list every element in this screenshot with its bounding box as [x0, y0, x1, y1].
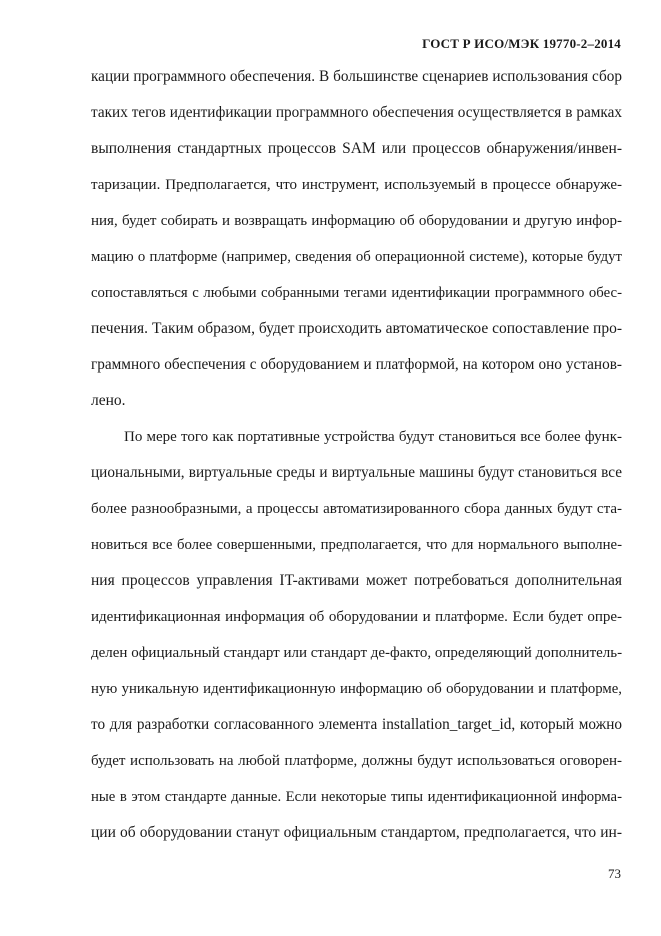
paragraph-1-line: таких тегов идентификации программного обеспечения осуществляется в рамках: [91, 104, 622, 121]
paragraph-2-line: ные в этом стандарте данные. Если некоторые типы идентификационной информа-: [91, 789, 622, 805]
paragraph-1-line: ния, будет собирать и возвращать информацию об оборудовании и другую инфор-: [91, 213, 622, 229]
page-number: 73: [608, 866, 621, 881]
paragraph-2-line: ции об оборудовании станут официальным стандартом, предполагается, что ин-: [91, 824, 622, 841]
paragraph-2-line: то для разработки согласованного элемента installation_target_id, который можно: [91, 716, 622, 733]
paragraph-2-line: делен официальный стандарт или стандарт де-факто, определяющий дополнитель-: [91, 645, 623, 661]
paragraph-1-line: лено.: [91, 392, 126, 409]
document-header: ГОСТ Р ИСО/МЭК 19770-2–2014: [422, 36, 621, 51]
paragraph-2-line: ния процессов управления IT-активами может потребоваться дополнительная: [91, 572, 622, 589]
paragraph-2-line: более разнообразными, а процессы автоматизированного сбора данных будут ста-: [91, 501, 622, 517]
paragraph-1-line: печения. Таким образом, будет происходить автоматическое сопоставление про-: [91, 320, 622, 337]
paragraph-2-line: ную уникальную идентификационную информацию об оборудовании и платформе,: [91, 681, 622, 697]
paragraph-2-line: новиться все более совершенными, предполагается, что для нормального выполне-: [91, 537, 622, 553]
paragraph-1-line: граммного обеспечения с оборудованием и платформой, на котором оно установ-: [91, 356, 622, 373]
paragraph-2-line: будет использовать на любой платформе, должны будут использоваться оговорен-: [91, 753, 622, 769]
paragraph-1-line: таризации. Предполагается, что инструмент, используемый в процессе обнаруже-: [91, 177, 622, 193]
paragraph-1-line: выполнения стандартных процессов SAM или процессов обнаружения/инвен-: [91, 140, 622, 157]
paragraph-2-line: циональными, виртуальные среды и виртуальные машины будут становиться все: [91, 464, 622, 481]
paragraph-1-line: кации программного обеспечения. В большинстве сценариев использования сбор: [91, 68, 622, 85]
paragraph-1-line: сопоставляться с любыми собранными тегами идентификации программного обес-: [91, 285, 622, 301]
paragraph-1-line: мацию о платформе (например, сведения об операционной системе), которые будут: [91, 249, 622, 265]
paragraph-2-line: идентификационная информация об оборудовании и платформе. Если будет опре-: [91, 609, 622, 625]
paragraph-2-line: По мере того как портативные устройства будут становиться все более функ-: [124, 429, 622, 445]
